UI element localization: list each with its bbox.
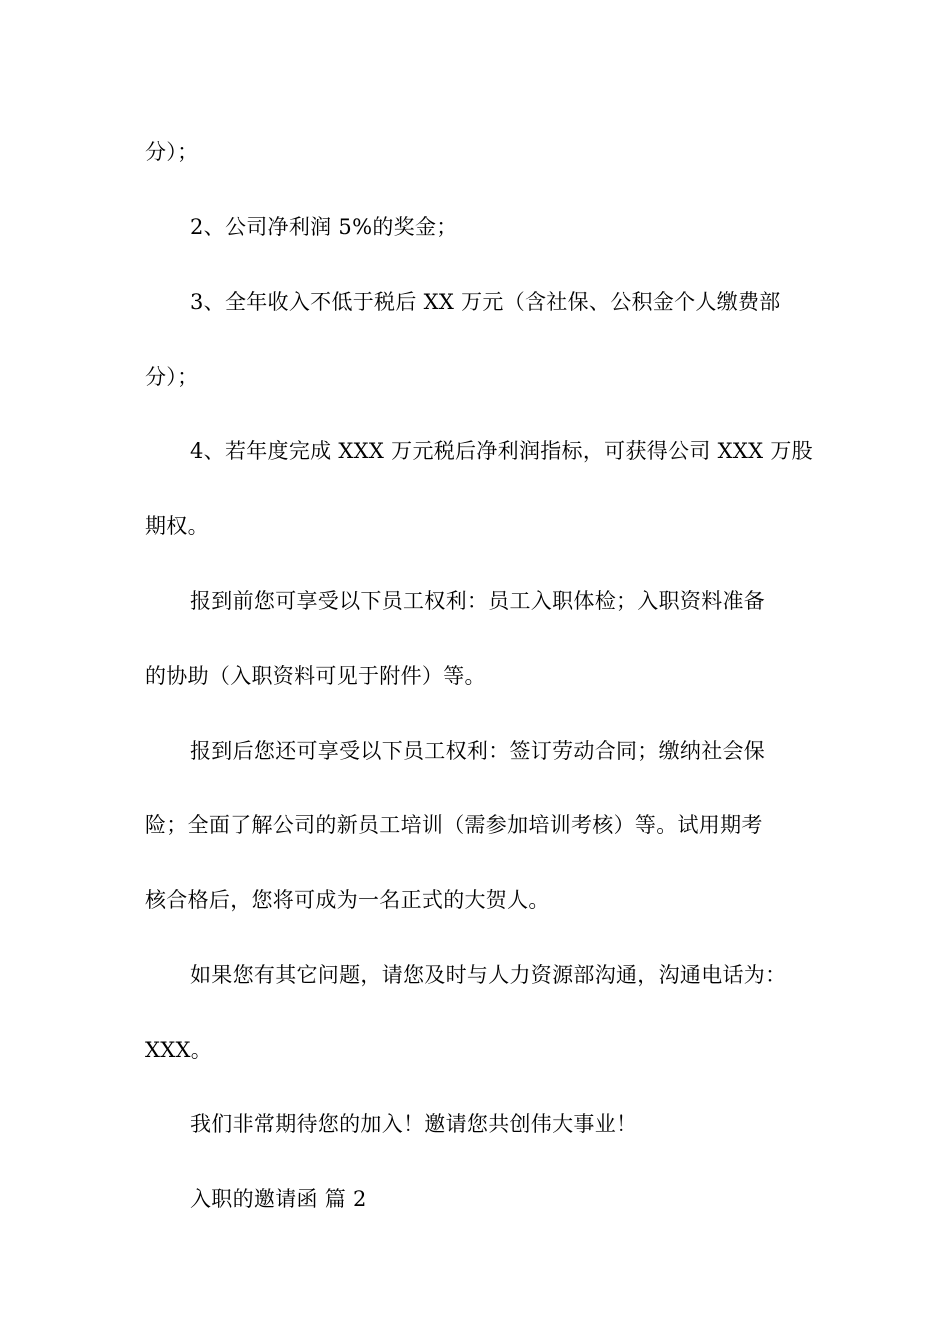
text-line-11: 核合格后，您将可成为一名正式的大贺人。 (145, 888, 550, 912)
text-line-2: 2、公司净利润 5%的奖金； (190, 215, 458, 239)
text-line-3: 3、全年收入不低于税后 XX 万元（含社保、公积金个人缴费部 (190, 290, 781, 314)
text-line-12: 如果您有其它问题，请您及时与人力资源部沟通，沟通电话为： (190, 963, 787, 987)
text-line-8: 的协助（入职资料可见于附件）等。 (145, 664, 486, 688)
text-line-14: 我们非常期待您的加入！邀请您共创伟大事业！ (190, 1112, 638, 1136)
text-line-9: 报到后您还可享受以下员工权利：签订劳动合同；缴纳社会保 (190, 739, 766, 763)
text-line-4: 分）； (145, 365, 199, 389)
section-heading: 入职的邀请函 篇 2 (190, 1187, 367, 1211)
text-line-7: 报到前您可享受以下员工权利：员工入职体检；入职资料准备 (190, 589, 766, 613)
text-line-6: 期权。 (145, 514, 209, 538)
text-line-10: 险；全面了解公司的新员工培训（需参加培训考核）等。试用期考 (145, 813, 763, 837)
text-line-1: 分）； (145, 140, 199, 164)
text-line-5: 4、若年度完成 XXX 万元税后净利润指标，可获得公司 XXX 万股 (190, 439, 813, 463)
text-line-13: XXX。 (145, 1038, 213, 1062)
